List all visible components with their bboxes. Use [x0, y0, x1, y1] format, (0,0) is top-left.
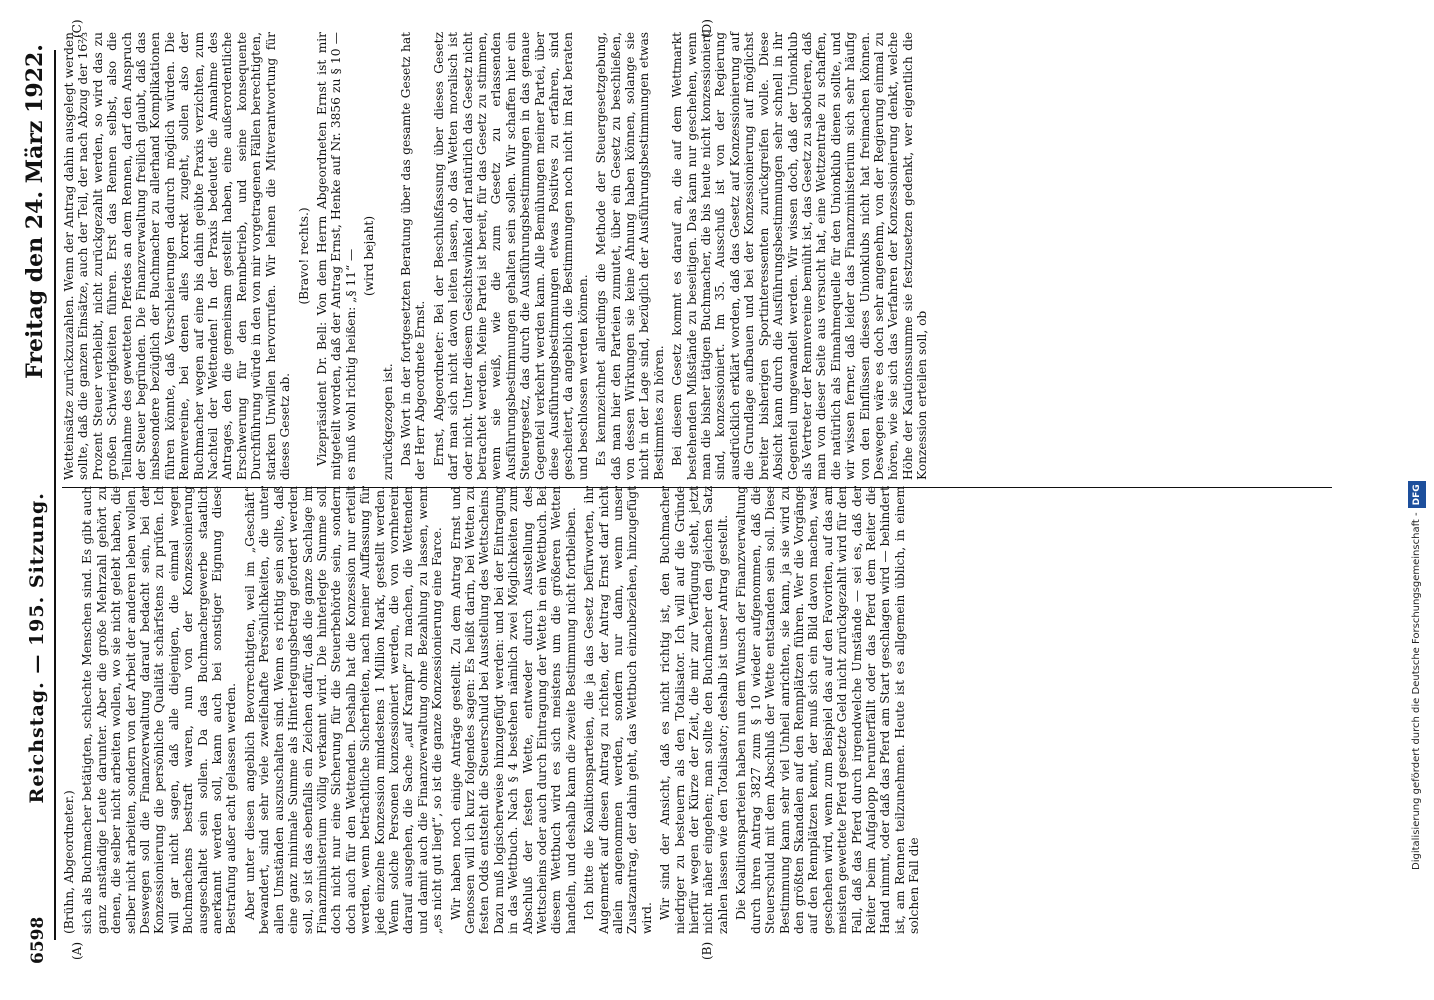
paragraph: Es kennzeichnet allerdings die Methode der Steuergesetzgebung, daß man hier den Parteien zumutet, über ein Gesetz zu beschließen, von dessen Wirkungen sie keine Ahnung haben können, solange sie nicht in der Lage sind, bezüglich der Ausführungsbestimmungen etwas Bestimmtes zu hören. [594, 32, 666, 480]
paragraph: Ernst, Abgeordneter: Bei der Beschlußfassung über dieses Gesetz darf man sich nicht davon leiten lassen, ob das Wetten moralisch ist oder nicht. Unter diesem Gesichtswinkel darf natürlich das Gesetz nicht betrachtet werden. Meine Partei ist bereit, für das Gesetz zu stimmen, wenn sie weiß, wie die zum Gesetz zu erlassenden Ausführungsbestimmungen gehalten sein sollen. Wir schaffen hier ein Steuergesetz, das durch die Ausführungsbestimmungen in das genaue Gegenteil verkehrt werden kann. Alle Bemühungen meiner Partei, über diese Ausführungsbestimmungen etwas Positives zu erfahren, sind gescheitert, da angeblich die Bestimmungen noch nicht im Rat beraten und beschlossen werden können. [431, 32, 590, 480]
page-number: 6598 [28, 916, 48, 964]
paragraph: Wir haben noch einige Anträge gestellt. Zu dem Antrag Ernst und Genossen will ich kurz folgendes sagen: Es heißt darin, bei Wetten zu festen Odds entsteht die Steuerschuld bei Ausstellung des Wettscheins. Dazu muß logischerweise hinzugefügt werden: und bei der Eintragung in das Wettbuch. Nach § 4 bestehen nämlich zwei Möglichkeiten zum Abschluß der festen Wette, entweder durch Ausstellung des Wettscheins oder auch durch Eintragung der Wette in ein Wettbuch. Bei diesem Wettbuch wird es sich meistens um die größeren Wetten handeln, und deshalb kann die zweite Bestimmung nicht fortbleiben. [448, 486, 578, 934]
paragraph: Die Koalitionsparteien haben nun dem Wunsch der Finanzverwaltung durch ihren Antrag 3827 zum § 10 wieder aufgenommen, daß die Steuerschuld mit dem Abschluß der Wette entstanden sein soll. Diese Bestimmung kann sehr viel Unheil anrichten, sie kann, ja sie wird zu den größten Skandalen auf den Rennplätzen führen. Wer die Vorgänge auf den Rennplätzen kennt, der muß sich ein Bild davon machen, was geschehen wird, wenn zum Beispiel das auf den Favoriten, auf das am meisten gewettete Pferd gesetzte Geld nicht zurückgezahlt wird für den Fall, daß das Pferd durch irgendwelche Umstände — sei es, daß der Reiter beim Aufgalopp herunterfällt oder das Pferd dem Reiter die Hand nimmt, oder daß das Pferd am Start geschlagen wird — behindert ist, am Rennen teilzunehmen. Heute ist es allgemein üblich, in einem solchen Fall die [734, 486, 922, 934]
page-title: Reichstag. — 195. Sitzung. [26, 492, 48, 804]
paragraph: Wetteinsätze zurückzuzahlen. Wenn der Antrag dahin ausgelegt werden sollte, daß die ganzen Einsätze, auch der Teil, der nach Abzug der 16⅔ Prozent Steuer verbleibt, nicht zurückgezahlt werden, so wird das zu großen Schwierigkeiten führen. Erst das Rennen selbst, also die Teilnahme des gewetteten Pferdes an dem Rennen, darf den Anspruch der Steuer begründen. Die Finanzverwaltung freilich glaubt, daß das insbesondere bezüglich der Buchmacher zu allerhand Komplikationen führen könnte, daß Verschleierungen dadurch möglich würden. Die Rennvereine, bei denen alles korrekt zugeht, sollen also der Buchmacher wegen auf eine bis dahin geübte Praxis verzichten, zum Nachteil der Wettenden! In der Praxis bedeutet die Annahme des Antrages, den die gemeinsam gestellt haben, eine außerordentliche Erschwerung für den Rennbetrieb, und seine konsequente Durchführung würde in den von mir vorgetragenen Fällen berechtigten, starken Unwillen hervorrufen. Wir lehnen die Mitverantwortung für dieses Gesetz ab. [62, 32, 293, 480]
margin-letter-d: (D) [700, 19, 714, 38]
margin-letter-b: (B) [700, 941, 714, 960]
header-rule [54, 50, 56, 940]
left-column [62, 486, 926, 934]
margin-letter-c: (C) [70, 19, 84, 38]
paragraph: Vizepräsident Dr. Bell: Von dem Herrn Abgeordneten Ernst ist mir mitgeteilt worden, daß der Antrag Ernst, Henke auf Nr. 3856 zu § 10 — es muß wohl richtig heißen: „§ 11“ — [314, 32, 358, 480]
paragraph: (wird bejaht) [362, 215, 377, 297]
column-divider [62, 487, 1332, 488]
paragraph: Ich bitte die Koalitionsparteien, die ja das Gesetz befürworten, ihr Augenmerk auf diesen Antrag zu richten, der Antrag Ernst darf nicht allein angenommen werden, sondern nur dann, wenn unser Zusatzantrag, der dahin geht, das Wettbuch einzubeziehen, hinzugefügt wird. [582, 486, 654, 934]
page-date: Freitag den 24. März 1922. [22, 44, 48, 379]
digitization-note [1408, 0, 1430, 1000]
digitization-text: Digitalisierung gefördert durch die Deutsche Forschungsgemeinschaft - [1411, 512, 1422, 870]
paragraph: (Brühn, Abgeordneter.) [62, 790, 76, 934]
paragraph: (Bravo! rechts.) [296, 207, 311, 305]
paragraph: Bei diesem Gesetz kommt es darauf an, die auf dem Wettmarkt bestehenden Mißstände zu beseitigen. Das kann nur geschehen, wenn man die bisher tätigen Buchmacher, die bis heute nicht konzessioniert sind, konzessioniert. Im 35. Ausschuß ist von der Regierung ausdrücklich erklärt worden, daß das Gesetz auf Konzessionierung auf die Grundlage aufbauen und bei der Konzessionierung auf möglichst breiter bisherigen Sportinteressenten zurückgreifen wolle. Diese Absicht kann durch die Ausführungsbestimmungen sehr schnell in ihr Gegenteil umgewandelt werden. Wir wissen doch, daß der Unionklub als Vertreter der Rennvereine bemüht ist, das Gesetz zu sabotieren, daß man von dieser Seite aus versucht hat, eine Wettzentrale zu schaffen, die natürlich als Einnahmequelle für den Unionklub dienen sollte, und wir wissen ferner, daß leider das Finanzministerium sich sehr häufig von den Einflüssen dieses Unionklubs nicht hat freimachen können. Deswegen wäre es doch sehr angenehm, von der Regierung einmal zu hören, wie sie sich das Verfahren der Konzessionierung denkt, welche Höhe der Kautionssumme sie festzusetzen gedenkt, wer eigentlich die Konzession erteilen soll, ob [670, 32, 930, 480]
paragraph: sich als Buchmacher betätigten, schlechte Menschen sind. Es gibt auch ganz anständige Leute darunter. Aber die große Mehrzahl gehört zu denen, die selber nicht arbeiten wollen, wo sie nicht gelebt haben, die selber nicht arbeiten, sondern von der Arbeit der anderen leben wollen. Deswegen soll die Finanzverwaltung darauf bedacht sein, bei der Konzessionierung die persönliche Qualität schärfstens zu prüfen. Ich will gar nicht sagen, daß alle diejenigen, die einmal wegen Buchmachens bestraft waren, nun von der Konzessionierung ausgeschaltet sein sollen. Da das Buchmachergewerbe staatlich anerkannt werden soll, kann auch bei sonstiger Eignung diese Bestrafung außer acht gelassen werden. [80, 486, 239, 934]
paragraph: Das Wort in der fortgesetzten Beratung über das gesamte Gesetz hat der Herr Abgeordnete Ernst. [398, 32, 428, 480]
margin-letter-a: (A) [70, 941, 84, 960]
paragraph: zurückgezogen ist. [380, 363, 395, 480]
page-header [8, 44, 48, 964]
right-column [62, 32, 934, 480]
paragraph: Wir sind der Ansicht, daß es nicht richtig ist, den Buchmacher niedriger zu besteuern als den Totalisator. Ich will auf die Gründe hierfür wegen der Kürze der Zeit, die mir zur Verfügung steht, jetzt nicht näher eingehen; man sollte den Buchmacher den gleichen Satz zahlen lassen wie den Totalisator; deshalb ist unser Antrag gestellt. [658, 486, 730, 934]
paragraph: Aber unter diesen angeblich Bevorrechtigten, weil im „Geschäft“ bewandert, sind sehr viele zweifelhafte Persönlichkeiten, die unter allen Umständen auszuschalten sind. Wenn es richtig sein sollte, daß eine ganz minimale Summe als Hinterlegungsbetrag gefordert werden soll, so ist das ebenfalls ein Zeichen dafür, daß die ganze Sachlage im Finanzministerium völlig verkannt wird. Die hinterlegte Summe soll doch nicht nur eine Sicherung für die Steuerbehörde sein, sondern doch auch für den Wettenden. Deshalb hat die Konzession nur erteilt werden, wenn beträchtliche Sicherheiten, nach meiner Auffassung für jede einzelne Konzession mindestens 1 Million Mark, gestellt werden. Wenn solche Personen konzessioniert werden, die von vornherein darauf ausgehen, die Sache „auf Krampf“ zu machen, die Wettenden und damit auch die Finanzverwaltung ohne Bezahlung zu lassen, wenn „es nicht gut liegt“, so ist die ganze Konzessionierung eine Farce. [242, 486, 445, 934]
dfg-logo: DFG [1408, 481, 1426, 508]
